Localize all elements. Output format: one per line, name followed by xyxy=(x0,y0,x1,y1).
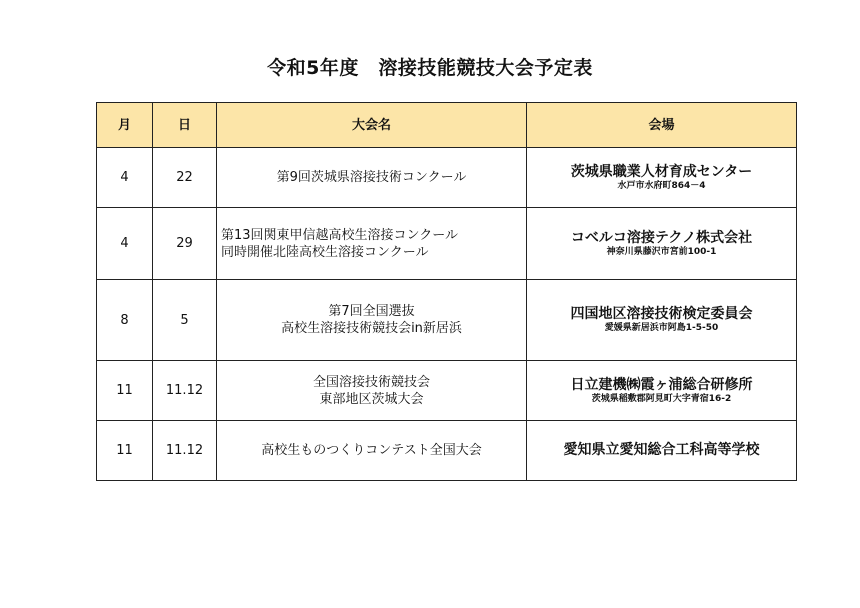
schedule-table xyxy=(96,102,797,481)
competition-name-line: 第13回関東甲信越高校生溶接コンクール xyxy=(221,227,459,243)
competition-name-cell xyxy=(217,421,527,481)
competition-name-cell xyxy=(217,208,527,280)
month-cell: 4 xyxy=(97,148,153,208)
venue-address: 茨城県稲敷郡阿見町大字青宿16-2 xyxy=(591,393,732,404)
table-row xyxy=(97,280,797,361)
day-cell: 5 xyxy=(153,280,217,361)
venue-cell xyxy=(527,148,797,208)
table-row xyxy=(97,208,797,280)
header-venue: 会場 xyxy=(527,103,797,148)
venue-cell xyxy=(527,280,797,361)
day-cell: 22 xyxy=(153,148,217,208)
month-cell: 11 xyxy=(97,361,153,421)
competition-name-cell xyxy=(217,280,527,361)
venue-cell xyxy=(527,421,797,481)
venue-address: 愛媛県新居浜市阿島1-5-50 xyxy=(604,323,719,333)
competition-name-line: 第9回茨城県溶接技術コンクール xyxy=(276,170,467,185)
table-row xyxy=(97,361,797,421)
competition-name-line: 同時開催北陸高校生溶接コンクール xyxy=(221,244,429,260)
competition-name-line: 高校生ものつくりコンテスト全国大会 xyxy=(261,443,482,458)
month-cell: 8 xyxy=(97,280,153,361)
header-name: 大会名 xyxy=(217,103,527,148)
header-month: 月 xyxy=(97,103,153,148)
header-row xyxy=(97,103,797,148)
competition-name-line: 第7回全国選抜 xyxy=(328,304,415,319)
competition-name-line: 東部地区茨城大会 xyxy=(319,391,424,407)
competition-name-cell xyxy=(217,148,527,208)
table-row xyxy=(97,421,797,481)
day-cell: 11.12 xyxy=(153,361,217,421)
venue-name: 茨城県職業人材育成センター xyxy=(570,163,753,180)
day-cell: 11.12 xyxy=(153,421,217,481)
page-title: 令和5年度 溶接技能競技大会予定表 xyxy=(267,57,593,79)
venue-address: 神奈川県藤沢市宮前100-1 xyxy=(606,246,717,257)
month-cell: 4 xyxy=(97,208,153,280)
header-day: 日 xyxy=(153,103,217,148)
venue-name: 四国地区溶接技術検定委員会 xyxy=(570,306,753,322)
venue-cell xyxy=(527,361,797,421)
day-cell: 29 xyxy=(153,208,217,280)
month-cell: 11 xyxy=(97,421,153,481)
competition-name-line: 高校生溶接技術競技会in新居浜 xyxy=(281,321,462,336)
competition-name-line: 全国溶接技術競技会 xyxy=(312,374,430,390)
table-row xyxy=(97,148,797,208)
competition-name-cell xyxy=(217,361,527,421)
venue-address: 水戸市水府町864－4 xyxy=(617,180,706,191)
venue-name: 日立建機㈱霞ヶ浦総合研修所 xyxy=(570,376,753,393)
venue-name: コベルコ溶接テクノ株式会社 xyxy=(570,229,753,246)
venue-cell xyxy=(527,208,797,280)
venue-name: 愛知県立愛知総合工科高等学校 xyxy=(563,442,760,458)
